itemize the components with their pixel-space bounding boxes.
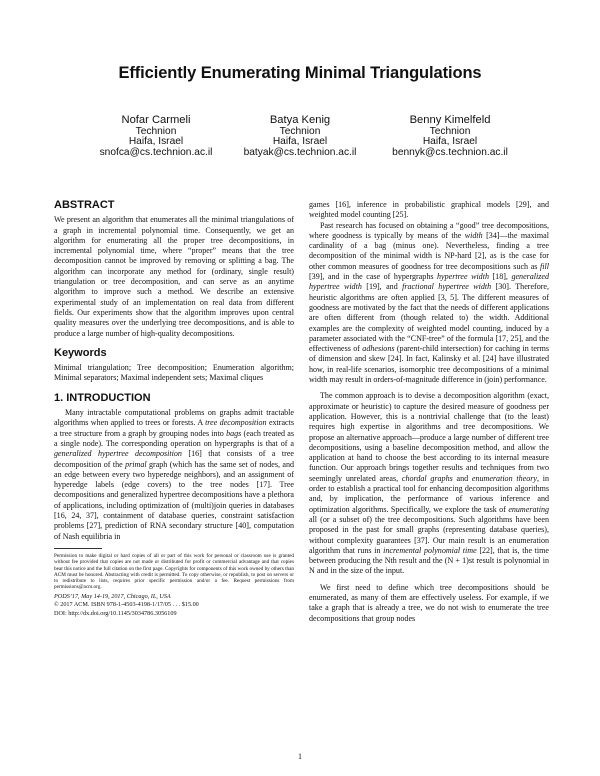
paragraph: Past research has focused on obtaining a “good” tree decompositions, where goodness is typically by means of the width [34]—the maximal cardinality of a bag (minus one). Nevertheless, finding a tree decomposition of the minimal width is NP-hard [2], as is the case for other common measures of goodness for tree decompositions such as fill [39], and in the case of hypergraphs hypertree width [18], generalized hypertree width [19], and fractional hypertree width [30]. Therefore, heuristic algorithms are often applied [3, 5]. The different measures of goodness are motivated by the fact that the needs of different applications are often different from (though related to) the width. Additional examples are the complexity of weighted model counting, induced by a parameter associated with the “CNF-tree” of the formula [17, 25], and the effectiveness of adhesions (parent-child intersection) for caching in terms of dimension and skew [24]. In fact, Kalinsky et al. [24] have illustrated how, in real-life scenarios, isomorphic tree decompositions of a minimal width may result in orders-of-magnitude difference in (join) performance. bbox=[309, 220, 549, 385]
copyright-line: © 2017 ACM. ISBN 978-1-4503-4198-1/17/05 . . . $15.00 bbox=[54, 601, 199, 609]
right-column bbox=[309, 200, 549, 624]
doi-link[interactable]: DOI: http://dx.doi.org/10.1145/3034786.3056109 bbox=[54, 609, 177, 617]
paragraph: games [16], inference in probabilistic graphical models [29], and weighted model counting [25]. bbox=[309, 200, 549, 220]
intro-paragraph: Many intractable computational problems on graphs admit tractable algorithms when applied to trees or forests. A tree decomposition extracts a tree structure from a graph by grouping nodes into bags (each treated as a single node). The corresponding operation on hypergraphs is that of a generalized hypertree decomposition [16] that consists of a tree decomposition of the primal graph (which has the same set of nodes, and an edge between every two hyperedge neighbors), and an assignment of hyperedge labels (edge covers) to the tree nodes [17]. Tree decompositions and generalized hypertree decompositions have a plethora of applications, including optimization of (multi)join queries in databases [16, 24, 37], containment of database queries, constraint satisfaction problems [27], prediction of RNA secondary structure [40], computation of Nash equilibria in bbox=[54, 408, 294, 541]
paper-title: Efficiently Enumerating Minimal Triangulations bbox=[118, 64, 482, 82]
author-email: snofca@cs.technion.ac.il bbox=[99, 146, 213, 158]
author-name: Batya Kenig bbox=[269, 114, 331, 126]
author-location: Haifa, Israel bbox=[422, 136, 478, 147]
permission-notice: Permission to make digital or hard copies of all or part of this work for personal or classroom use is granted without fee provided that copies are not made or distributed for profit or commercial advantage and that copies bear this notice and the full citation on the first page. Copyrights for components of this work owned by others than ACM must be honored. Abstracting with credit is permitted. To copy otherwise, or republish, to post on servers or to redistribute to lists, requires prior specific permission and/or a fee. Request permissions from permissions@acm.org. bbox=[54, 552, 294, 591]
author-affiliation: Technion bbox=[135, 125, 177, 137]
author-location: Haifa, Israel bbox=[272, 136, 328, 147]
page-number: 1 bbox=[298, 752, 302, 761]
left-column bbox=[54, 200, 294, 618]
footnote-rule bbox=[54, 548, 102, 549]
abstract-heading: ABSTRACT bbox=[54, 199, 115, 211]
abstract-text: We present an algorithm that enumerates all the minimal triangulations of a graph in incremental polynomial time. Consequently, we get an algorithm for enumerating all the proper tree decompositions, in incremental polynomial time, where “proper” means that the tree decomposition cannot be improved by removing or splitting a bag. The algorithm can incorporate any method for (ordinary, single result) triangulation or tree decomposition, and can serve as an anytime algorithm to improve such a method. We describe an extensive experimental study of an implementation on real data from different fields. Our experiments show that the algorithm improves upon central quality measures over the underlying tree decompositions, and is able to produce a large number of high-quality decompositions. bbox=[54, 215, 294, 338]
introduction-heading: 1. INTRODUCTION bbox=[54, 391, 151, 404]
author-name: Nofar Carmeli bbox=[121, 114, 191, 126]
author-block bbox=[360, 115, 540, 158]
author-email: batyak@cs.technion.ac.il bbox=[243, 146, 357, 158]
keywords-text: Minimal triangulation; Tree decomposition; Enumeration algorithm; Minimal separators; Maximal independent sets; Maximal cliques bbox=[54, 363, 294, 383]
author-affiliation: Technion bbox=[429, 125, 471, 137]
paragraph: The common approach is to devise a decomposition algorithm (exact, approximate or heuristic) to capture the desired measure of goodness per application. However, this is a nontrivial challenge that (to the least) requires high expertise in algorithms and tree decompositions. We propose an alternative approach—produce a large number of different tree decompositions, using a baseline decomposition method, and allow the application at hand to choose the best according to its internal measure function. Our approach brings together results and techniques from two seemingly unrelated areas, chordal graphs and enumeration theory, in order to establish a practical tool for enhancing decomposition algorithms and, by implication, the performance of various inference and optimization algorithms. Specifically, we explore the task of enumerating all (or a subset of) the tree decompositions. Such algorithms have been proposed in the past for small graphs (representing database queries), without complexity guarantees [37]. Our main result is an enumeration algorithm that runs in incremental polynomial time [22], that is, the time between producing the Nth result and the (N + 1)st result is polynomial in N and in the size of the input. bbox=[309, 391, 549, 576]
author-affiliation: Technion bbox=[279, 125, 321, 137]
author-name: Benny Kimelfeld bbox=[409, 114, 491, 126]
keywords-heading: Keywords bbox=[54, 346, 107, 359]
author-location: Haifa, Israel bbox=[128, 136, 184, 147]
paragraph: We first need to define which tree decompositions should be enumerated, as many of them are effectively useless. For example, if we take a graph that is already a tree, we do not wish to enumerate the tree decompositions that group nodes bbox=[309, 582, 549, 623]
conference-info: PODS’17, May 14-19, 2017, Chicago, IL, USA bbox=[54, 592, 171, 600]
author-email: bennyk@cs.technion.ac.il bbox=[392, 146, 508, 158]
